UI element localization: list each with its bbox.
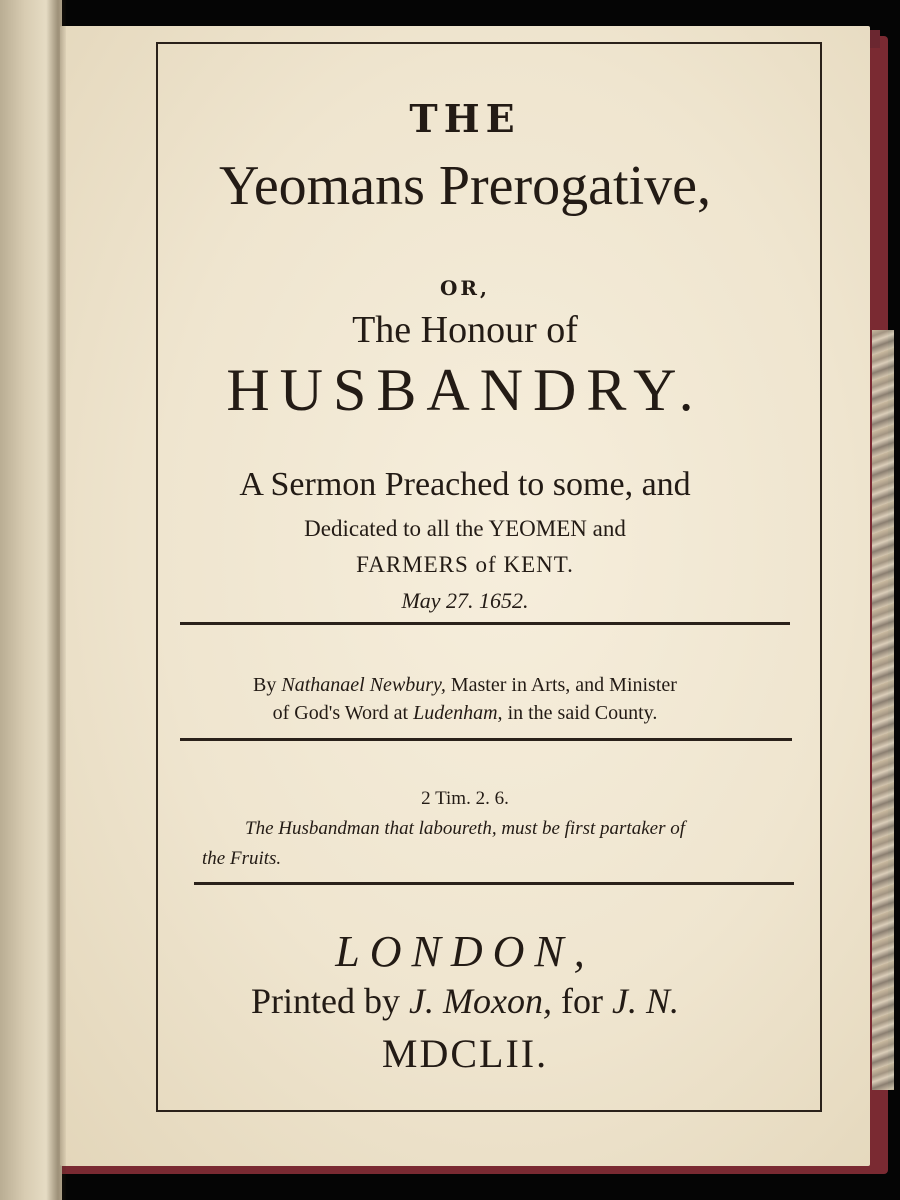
title-the: THE	[409, 96, 521, 141]
sermon-date: May 27. 1652.	[401, 588, 529, 613]
book-gutter-shadow	[46, 0, 66, 1200]
imprint-publisher: J. N.	[611, 981, 679, 1021]
divider-rule-1	[180, 622, 790, 625]
scripture-quote-line-1: The Husbandman that laboureth, must be first partaker of	[245, 818, 685, 839]
imprint-city: LONDON,	[335, 927, 595, 976]
imprint-for: for	[551, 981, 612, 1021]
author-by: By	[253, 674, 282, 696]
imprint-year: MDCLII.	[381, 1031, 549, 1076]
farmers-line: FARMERS of KENT.	[356, 552, 574, 577]
subtitle-husbandry: HUSBANDRY.	[226, 357, 704, 423]
divider-rule-3	[194, 882, 794, 885]
scripture-reference: 2 Tim. 2. 6.	[421, 788, 509, 809]
author-ministry: of God's Word at	[272, 702, 414, 724]
scripture-quote-line-2: the Fruits.	[202, 848, 282, 869]
author-name: Nathanael Newbury,	[281, 674, 446, 696]
imprint-printer: J. Moxon,	[409, 981, 552, 1021]
title-or: OR,	[439, 276, 490, 300]
author-line-2	[60, 702, 870, 725]
divider-rule-2	[180, 738, 792, 741]
author-line-1	[60, 674, 870, 697]
sermon-line: A Sermon Preached to some, and	[239, 466, 691, 503]
marbled-endpaper	[872, 330, 894, 1090]
imprint-printer-line	[60, 980, 870, 1022]
title-page	[60, 26, 870, 1166]
main-title: Yeomans Prerogative,	[218, 155, 712, 217]
imprint-printed-by: Printed by	[251, 981, 410, 1021]
author-county: in the said County.	[502, 702, 658, 724]
subtitle-honour: The Honour of	[352, 309, 578, 351]
author-degree: Master in Arts, and Minister	[445, 674, 677, 696]
author-place: Ludenham,	[413, 702, 503, 724]
dedication-line: Dedicated to all the YEOMEN and	[304, 516, 626, 541]
